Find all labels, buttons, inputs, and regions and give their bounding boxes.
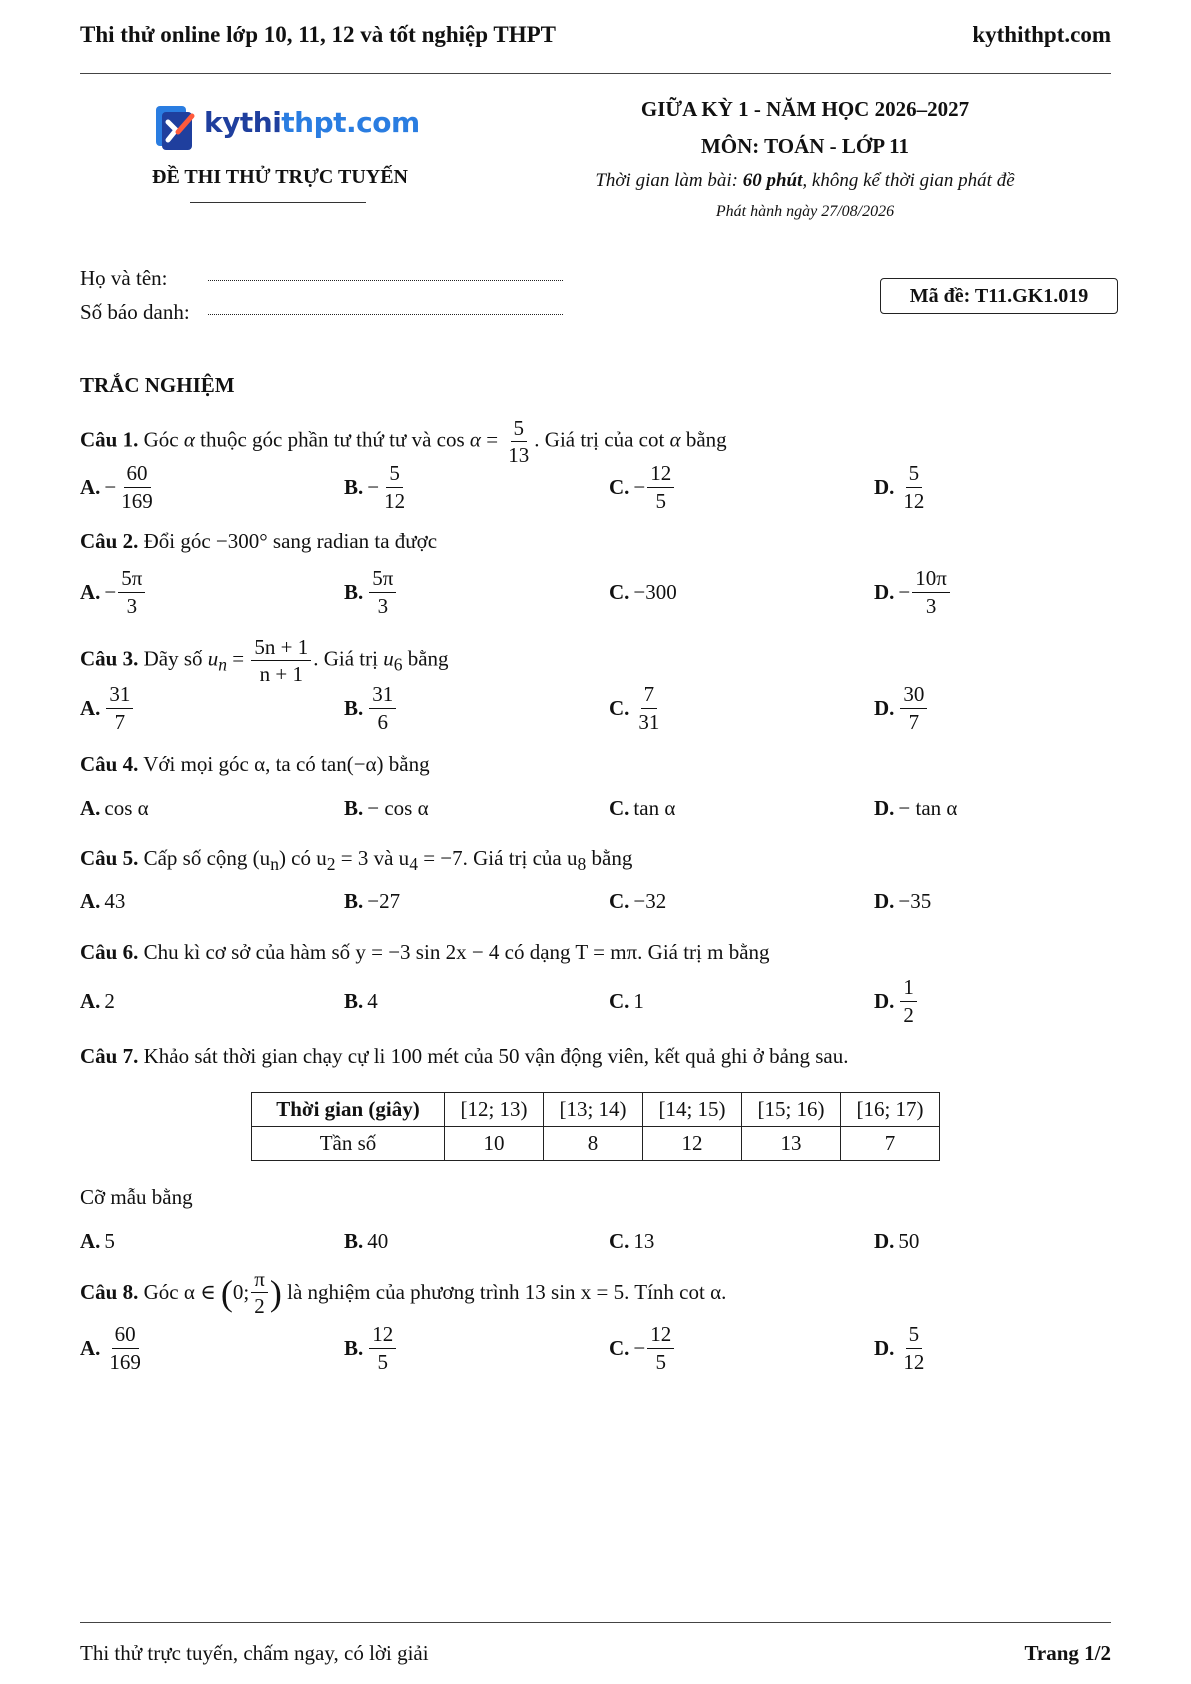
answer-option[interactable] [609, 873, 666, 929]
caption-underline [190, 202, 366, 203]
option-label: D. [874, 1335, 895, 1360]
option-label: A. [80, 1335, 101, 1360]
question-label: Câu 5. [80, 846, 139, 870]
answer-option[interactable] [80, 680, 135, 736]
id-field[interactable] [80, 300, 560, 325]
option-sign: − [104, 579, 117, 604]
option-label: D. [874, 695, 895, 720]
answer-option[interactable] [80, 973, 115, 1029]
answer-option[interactable] [609, 459, 676, 515]
question-label: Câu 6. [80, 940, 139, 964]
site-url[interactable]: kythithpt.com [972, 22, 1111, 47]
option-label: C. [609, 474, 630, 499]
fraction: $\frac{12}{5}$ [647, 1323, 674, 1372]
option-value: tan α [633, 795, 676, 820]
fraction: $\frac{5\pi}{3}$ [118, 567, 145, 616]
option-value: −300 [633, 579, 677, 604]
table-cell: 12 [643, 1127, 742, 1161]
option-value: −27 [367, 888, 401, 913]
logo [152, 102, 420, 158]
question-label: Câu 4. [80, 752, 139, 776]
option-sign: − [898, 579, 911, 604]
fraction: $\frac{60}{169}$ [109, 1322, 141, 1374]
frequency-table [251, 1092, 940, 1161]
options-4 [80, 780, 1120, 836]
fraction: $\frac{12}{5}$ [647, 462, 674, 511]
option-label: B. [344, 988, 364, 1013]
options-3 [80, 680, 1120, 736]
fraction: $\frac{7}{31}$ [638, 682, 660, 734]
name-label: Họ và tên: [80, 266, 168, 290]
answer-option[interactable] [874, 1213, 919, 1269]
question-label: Câu 1. [80, 427, 139, 452]
answer-option[interactable] [344, 973, 378, 1029]
footer-divider [80, 1622, 1111, 1623]
id-label: Số báo danh: [80, 300, 190, 324]
option-label: A. [80, 1228, 101, 1253]
release-date: Phát hành ngày 27/08/2026 [715, 203, 895, 220]
top-bar [80, 22, 1111, 54]
option-label: D. [874, 795, 895, 820]
option-label: C. [609, 795, 630, 820]
fraction: $\frac{5}{12}$ [903, 1322, 925, 1374]
question-7-prompt: Cỡ mẫu bằng [80, 1185, 193, 1209]
option-label: B. [344, 1335, 364, 1360]
question-label: Câu 8. [80, 1280, 139, 1305]
id-dotted-line [208, 314, 563, 315]
option-label: B. [344, 579, 364, 604]
option-value: 50 [898, 1228, 920, 1253]
answer-option[interactable] [609, 1320, 676, 1376]
option-label: C. [609, 1228, 630, 1253]
option-label: A. [80, 695, 101, 720]
logo-icon [152, 102, 204, 154]
answer-option[interactable] [80, 1213, 115, 1269]
answer-option[interactable] [874, 680, 929, 736]
options-2 [80, 564, 1120, 620]
top-divider [80, 73, 1111, 74]
exam-title: GIỮA KỲ 1 - NĂM HỌC 2026–2027 [640, 97, 970, 121]
fraction: $\frac{31}{7}$ [106, 683, 133, 732]
table-cell: 10 [445, 1127, 544, 1161]
table-header-row [252, 1093, 940, 1127]
answer-option[interactable] [609, 780, 675, 836]
table-cell: Tần số [252, 1127, 445, 1161]
answer-option[interactable] [344, 1213, 388, 1269]
answer-option[interactable] [344, 680, 398, 736]
fraction: $\frac{5}{13}$ [508, 416, 530, 468]
table-cell: [15; 16) [742, 1093, 841, 1127]
table-cell: 13 [742, 1127, 841, 1161]
fraction: $\frac{5n + 1}{n + 1}$ [251, 636, 311, 685]
answer-option[interactable] [344, 1320, 398, 1376]
answer-option[interactable] [874, 459, 929, 515]
footer [80, 1641, 1111, 1666]
option-label: B. [344, 1228, 364, 1253]
fraction: $\frac{10\pi}{3}$ [912, 567, 950, 616]
option-value: −32 [633, 888, 667, 913]
option-label: A. [80, 795, 101, 820]
options-6 [80, 973, 1120, 1029]
answer-option[interactable] [874, 780, 957, 836]
answer-option[interactable] [874, 973, 919, 1029]
fraction: $\frac{5}{12}$ [384, 461, 406, 513]
option-value: 13 [633, 1228, 655, 1253]
question-label: Câu 3. [80, 646, 139, 671]
answer-option[interactable] [80, 459, 158, 515]
answer-option[interactable] [80, 780, 149, 836]
options-7 [80, 1213, 1120, 1269]
question-6: Câu 6. Chu kì cơ sở của hàm số y = −3 sin 2x − 4 có dạng T = mπ. Giá trị m bằng [80, 940, 770, 964]
table-cell: Thời gian (giây) [252, 1093, 445, 1127]
option-label: C. [609, 579, 630, 604]
question-4: Câu 4. Với mọi góc α, ta có tan(−α) bằng [80, 752, 430, 776]
answer-option[interactable] [80, 564, 147, 620]
option-label: D. [874, 988, 895, 1013]
answer-option[interactable] [874, 873, 931, 929]
logo-caption: ĐỀ THI THỬ TRỰC TUYẾN [152, 166, 408, 188]
answer-option[interactable] [344, 873, 400, 929]
option-value: − cos α [367, 795, 429, 820]
answer-option[interactable] [80, 1320, 146, 1376]
option-label: C. [609, 888, 630, 913]
question-7: Câu 7. Khảo sát thời gian chạy cự li 100 mét của 50 vận động viên, kết quả ghi ở bảng sau. [80, 1044, 849, 1068]
section-title: TRẮC NGHIỆM [80, 373, 235, 397]
option-sign: − [633, 1335, 646, 1360]
option-label: B. [344, 888, 364, 913]
option-label: A. [80, 474, 101, 499]
table-cell: 8 [544, 1127, 643, 1161]
option-label: D. [874, 474, 895, 499]
table-cell: [16; 17) [841, 1093, 940, 1127]
options-8 [80, 1320, 1120, 1376]
fraction: $\frac{30}{7}$ [900, 683, 927, 732]
option-label: C. [609, 1335, 630, 1360]
option-label: B. [344, 474, 364, 499]
answer-option[interactable] [344, 780, 429, 836]
option-label: D. [874, 1228, 895, 1253]
option-label: D. [874, 888, 895, 913]
option-label: C. [609, 695, 630, 720]
option-value: 5 [104, 1228, 115, 1253]
option-value: −35 [898, 888, 932, 913]
answer-option[interactable] [344, 459, 410, 515]
answer-option[interactable] [874, 1320, 929, 1376]
page-number: Trang 1/2 [1024, 1641, 1111, 1665]
answer-option[interactable] [609, 973, 644, 1029]
option-label: C. [609, 988, 630, 1013]
question-8: Câu 8. Góc α ∈ ( 0; $\frac{\pi}{2}$ ) là nghiệm của phương trình 13 sin x = 5. Tính cot α. [80, 1267, 727, 1319]
option-label: A. [80, 988, 101, 1013]
table-row [252, 1127, 940, 1161]
option-label: A. [80, 888, 101, 913]
option-label: A. [80, 579, 101, 604]
option-sign: − [367, 474, 380, 499]
option-sign: − [633, 474, 646, 499]
logo-text: kythithpt.com [204, 106, 420, 139]
exam-duration: Thời gian làm bài: 60 phút, không kể thời gian phát đề [595, 170, 1015, 191]
exam-code-badge: Mã đề: T11.GK1.019 [880, 278, 1118, 314]
exam-subject: MÔN: TOÁN - LỚP 11 [700, 134, 910, 158]
name-dotted-line [208, 280, 563, 281]
footer-tagline: Thi thử trực tuyến, chấm ngay, có lời giải [80, 1641, 429, 1665]
fraction: $\frac{60}{169}$ [121, 461, 153, 513]
question-label: Câu 2. [80, 529, 139, 553]
question-5: Câu 5. Cấp số cộng $(u_n)$ có $u_2 = 3$ và $u_4 = -7$. Giá trị của $u_8$ bằng [80, 846, 633, 875]
option-value: cos α [104, 795, 149, 820]
table-cell: 7 [841, 1127, 940, 1161]
option-value: 2 [104, 988, 115, 1013]
option-label: B. [344, 695, 364, 720]
option-value: 40 [367, 1228, 389, 1253]
options-5 [80, 873, 1120, 929]
site-title: Thi thử online lớp 10, 11, 12 và tốt nghiệp THPT [80, 22, 556, 47]
fraction: $\frac{31}{6}$ [369, 683, 396, 732]
table-cell: [14; 15) [643, 1093, 742, 1127]
fraction: $\frac{5\pi}{3}$ [369, 567, 396, 616]
options-1 [80, 459, 1120, 515]
question-label: Câu 7. [80, 1044, 139, 1068]
answer-option[interactable] [344, 564, 398, 620]
answer-option[interactable] [609, 680, 664, 736]
question-1: Câu 1. Góc α thuộc góc phần tư thứ tư và cos α = $\frac{5}{13}$ . Giá trị của cot α bằng [80, 416, 727, 468]
answer-option[interactable] [609, 1213, 654, 1269]
question-2: Câu 2. Đổi góc −300° sang radian ta được [80, 529, 438, 553]
table-cell: [13; 14) [544, 1093, 643, 1127]
name-field[interactable] [80, 266, 560, 291]
option-label: D. [874, 579, 895, 604]
fraction: $\frac{12}{5}$ [369, 1323, 396, 1372]
option-value: 1 [633, 988, 644, 1013]
option-value: 43 [104, 888, 126, 913]
answer-option[interactable] [874, 564, 952, 620]
option-sign: − [104, 474, 117, 499]
table-cell: [12; 13) [445, 1093, 544, 1127]
answer-option[interactable] [609, 564, 677, 620]
fraction: $\frac{5}{12}$ [903, 461, 925, 513]
option-value: 4 [367, 988, 378, 1013]
question-3: Câu 3. Dãy số $u_n$ = $\frac{5n + 1}{n + 1}$ . Giá trị $u_6$ bằng [80, 635, 449, 687]
answer-option[interactable] [80, 873, 125, 929]
option-label: B. [344, 795, 364, 820]
option-value: − tan α [898, 795, 958, 820]
fraction: $\frac{\pi}{2}$ [251, 1268, 268, 1317]
fraction: $\frac{1}{2}$ [900, 976, 917, 1025]
